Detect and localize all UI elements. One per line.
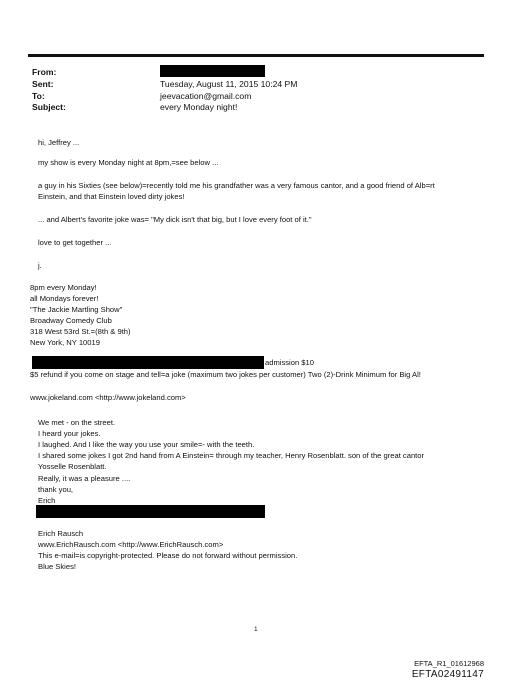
show-line-1: 8pm every Monday! [30, 283, 97, 292]
refund-text: $5 refund if you come on stage and tell=a joke (maximum two jokes per customer) Two (2)-Drink Minimum for Big Al! [30, 370, 421, 379]
subject-value: every Monday night! [160, 102, 238, 112]
reply-line-1: We met - on the street. [38, 418, 116, 427]
show-line-3: "The Jackie Martling Show" [30, 305, 123, 314]
show-line-6: New York, NY 10019 [30, 338, 100, 347]
body-signoff: j. [38, 261, 42, 270]
signature-line-2: www.ErichRausch.com <http://www.ErichRausch.com> [38, 540, 224, 549]
reply-line-2: I heard your jokes. [38, 429, 101, 438]
to-value: jeevacation@gmail.com [160, 91, 252, 101]
redacted-block-1 [32, 356, 264, 369]
to-label: To: [32, 91, 45, 101]
reply-line-3: I laughed. And I like the way you use your smile=- with the teeth. [38, 440, 255, 449]
show-line-5: 318 West 53rd St.=(8th & 9th) [30, 327, 131, 336]
body-paragraph-2-line-1: a guy in his Sixties (see below)=recently told me his grandfather was a very famous cantor, and a good friend of Alb=rt [38, 181, 435, 190]
reply-line-8: Erich [38, 496, 56, 505]
admission-text: admission $10 [265, 358, 314, 367]
footer-code-1: EFTA_R1_01612968 [414, 659, 484, 668]
body-paragraph-1: my show is every Monday night at 8pm,=see below ... [38, 158, 219, 167]
footer-code-2: EFTA02491147 [411, 669, 484, 680]
reply-line-4: I shared some jokes I got 2nd hand from A Einstein= through my teacher, Henry Rosenblatt. son of the great cantor [38, 451, 425, 460]
signature-line-3: This e-mail=is copyright-protected. Please do not forward without permission. [38, 551, 298, 560]
show-line-2: all Mondays forever! [30, 294, 99, 303]
greeting: hi, Jeffrey ... [38, 138, 80, 147]
page-number: 1 [254, 626, 258, 633]
redacted-sender [160, 65, 265, 77]
from-label: From: [32, 67, 57, 77]
subject-label: Subject: [32, 102, 66, 112]
body-paragraph-2-line-2: Einstein, and that Einstein loved dirty jokes! [38, 192, 185, 201]
signature-line-4: Blue Skies! [38, 562, 76, 571]
signature-line-1: Erich Rausch [38, 529, 84, 538]
reply-line-5: Yosselle Rosenblatt. [38, 462, 107, 471]
redacted-block-2 [36, 505, 265, 518]
show-line-4: Broadway Comedy Club [30, 316, 112, 325]
top-rule [28, 54, 484, 57]
reply-line-6: Really, it was a pleasure .... [38, 474, 131, 483]
body-paragraph-3: ... and Albert's favorite joke was= "My dick isn't that big, but I love every foot of it." [38, 215, 312, 224]
sent-label: Sent: [32, 79, 54, 89]
body-paragraph-4: love to get together ... [38, 238, 112, 247]
website-link: www.jokeland.com <http://www.jokeland.com> [30, 393, 186, 402]
reply-line-7: thank you, [38, 485, 74, 494]
sent-value: Tuesday, August 11, 2015 10:24 PM [160, 79, 298, 89]
